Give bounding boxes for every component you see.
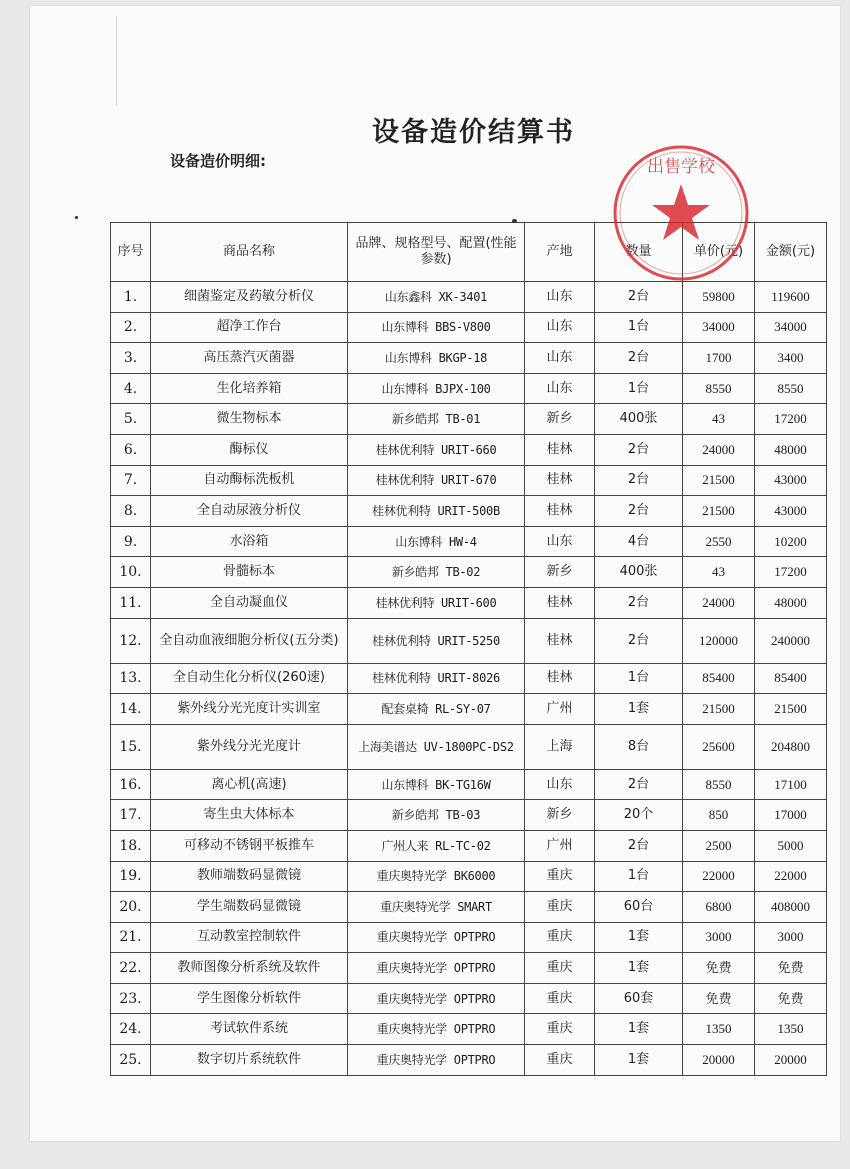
cell-qty: 60台 [595,892,683,923]
cell-amount: 85400 [755,663,827,694]
cell-origin: 新乡 [525,800,595,831]
cell-price: 85400 [683,663,755,694]
cell-amount: 免费 [755,953,827,984]
cell-index: 4. [111,373,151,404]
cell-spec: 重庆奥特光学 OPTPRO [348,1045,525,1076]
table-row [111,663,827,694]
cell-spec: 桂林优利特 URIT-5250 [348,618,525,663]
cell-amount: 119600 [755,282,827,313]
table-row [111,892,827,923]
cell-qty: 2台 [595,587,683,618]
cell-name: 微生物标本 [151,404,348,435]
cell-index: 16. [111,769,151,800]
cell-amount: 43000 [755,496,827,527]
cell-name: 自动酶标洗板机 [151,465,348,496]
cell-qty: 8台 [595,724,683,769]
cell-index: 20. [111,892,151,923]
cell-name: 水浴箱 [151,526,348,557]
table-row [111,694,827,725]
cell-origin: 重庆 [525,1014,595,1045]
section-subtitle: 设备造价明细: [170,152,266,170]
cell-origin: 重庆 [525,983,595,1014]
cell-amount: 17000 [755,800,827,831]
cell-amount: 204800 [755,724,827,769]
table-row [111,830,827,861]
cell-qty: 2台 [595,465,683,496]
cell-origin: 重庆 [525,953,595,984]
scan-speck [512,219,517,223]
cell-origin: 广州 [525,830,595,861]
cell-origin: 重庆 [525,922,595,953]
cell-price: 59800 [683,282,755,313]
page-fold-mark [116,16,117,106]
cell-price: 8550 [683,769,755,800]
cell-qty: 1台 [595,373,683,404]
cell-name: 酶标仪 [151,434,348,465]
table-row [111,1045,827,1076]
cell-index: 14. [111,694,151,725]
cell-spec: 配套桌椅 RL-SY-07 [348,694,525,725]
cell-origin: 重庆 [525,861,595,892]
cell-amount: 3400 [755,343,827,374]
table-row [111,861,827,892]
table-row [111,312,827,343]
cell-price: 8550 [683,373,755,404]
cell-name: 教师端数码显微镜 [151,861,348,892]
cell-price: 1350 [683,1014,755,1045]
cell-spec: 新乡皓邦 TB-03 [348,800,525,831]
cell-origin: 新乡 [525,557,595,588]
cell-price: 2550 [683,526,755,557]
cell-qty: 2台 [595,496,683,527]
cell-index: 24. [111,1014,151,1045]
cell-index: 19. [111,861,151,892]
cell-index: 6. [111,434,151,465]
cell-name: 教师图像分析系统及软件 [151,953,348,984]
cell-qty: 1台 [595,312,683,343]
cell-origin: 桂林 [525,618,595,663]
cell-price: 850 [683,800,755,831]
header-index: 序号 [111,223,151,282]
cell-origin: 重庆 [525,892,595,923]
table-row [111,373,827,404]
cell-price: 21500 [683,465,755,496]
cell-qty: 2台 [595,618,683,663]
cell-qty: 1套 [595,694,683,725]
header-name: 商品名称 [151,223,348,282]
cell-origin: 新乡 [525,404,595,435]
header-spec: 品牌、规格型号、配置(性能参数) [348,223,525,282]
cell-origin: 桂林 [525,587,595,618]
cell-name: 学生端数码显微镜 [151,892,348,923]
cell-amount: 240000 [755,618,827,663]
cell-price: 免费 [683,953,755,984]
cell-spec: 重庆奥特光学 OPTPRO [348,922,525,953]
cell-spec: 重庆奥特光学 OPTPRO [348,953,525,984]
cell-qty: 400张 [595,404,683,435]
table-row [111,587,827,618]
table-row [111,800,827,831]
cell-name: 数字切片系统软件 [151,1045,348,1076]
cell-index: 8. [111,496,151,527]
cell-price: 21500 [683,496,755,527]
cell-amount: 10200 [755,526,827,557]
cell-index: 7. [111,465,151,496]
cell-name: 生化培养箱 [151,373,348,404]
table-row [111,343,827,374]
cell-spec: 重庆奥特光学 OPTPRO [348,983,525,1014]
cell-qty: 2台 [595,282,683,313]
cell-index: 10. [111,557,151,588]
cell-index: 5. [111,404,151,435]
cell-origin: 桂林 [525,496,595,527]
cell-index: 15. [111,724,151,769]
cell-spec: 重庆奥特光学 BK6000 [348,861,525,892]
cell-amount: 17100 [755,769,827,800]
cell-index: 1. [111,282,151,313]
cell-price: 25600 [683,724,755,769]
table-row [111,282,827,313]
cell-spec: 山东博科 BJPX-100 [348,373,525,404]
cell-index: 2. [111,312,151,343]
cell-spec: 重庆奥特光学 SMART [348,892,525,923]
cell-qty: 1套 [595,1045,683,1076]
cell-name: 可移动不锈钢平板推车 [151,830,348,861]
cell-price: 免费 [683,983,755,1014]
cell-name: 细菌鉴定及药敏分析仪 [151,282,348,313]
cell-qty: 2台 [595,434,683,465]
cell-qty: 400张 [595,557,683,588]
cell-index: 23. [111,983,151,1014]
cell-name: 离心机(高速) [151,769,348,800]
cell-spec: 山东鑫科 XK-3401 [348,282,525,313]
table-row [111,557,827,588]
cell-amount: 22000 [755,861,827,892]
cell-origin: 重庆 [525,1045,595,1076]
cell-spec: 山东博科 BBS-V800 [348,312,525,343]
cell-origin: 山东 [525,373,595,404]
cell-index: 21. [111,922,151,953]
table-row [111,618,827,663]
cell-origin: 山东 [525,526,595,557]
table-row [111,1014,827,1045]
cell-price: 22000 [683,861,755,892]
cell-amount: 408000 [755,892,827,923]
cell-price: 24000 [683,587,755,618]
cell-spec: 上海美谱达 UV-1800PC-DS2 [348,724,525,769]
scan-speck [75,216,78,219]
cell-amount: 48000 [755,434,827,465]
cell-index: 18. [111,830,151,861]
cell-amount: 48000 [755,587,827,618]
cell-name: 超净工作台 [151,312,348,343]
table-row [111,434,827,465]
cell-spec: 新乡皓邦 TB-01 [348,404,525,435]
cell-price: 34000 [683,312,755,343]
cell-name: 骨髓标本 [151,557,348,588]
cell-qty: 1套 [595,1014,683,1045]
table-row [111,404,827,435]
cell-amount: 43000 [755,465,827,496]
table-row [111,526,827,557]
cell-index: 12. [111,618,151,663]
cell-qty: 60套 [595,983,683,1014]
cell-spec: 桂林优利特 URIT-8026 [348,663,525,694]
cell-name: 全自动生化分析仪(260速) [151,663,348,694]
header-amount: 金额(元) [755,223,827,282]
table-row [111,724,827,769]
cell-amount: 34000 [755,312,827,343]
cell-origin: 山东 [525,769,595,800]
cell-origin: 广州 [525,694,595,725]
cell-origin: 桂林 [525,434,595,465]
cell-amount: 21500 [755,694,827,725]
cell-name: 紫外线分光光度计实训室 [151,694,348,725]
table-row [111,922,827,953]
cell-index: 9. [111,526,151,557]
document-title: 设备造价结算书 [372,117,575,148]
cell-spec: 山东博科 BK-TG16W [348,769,525,800]
cell-origin: 桂林 [525,465,595,496]
table-row [111,769,827,800]
cell-price: 21500 [683,694,755,725]
seal-text: 出售学校 [647,157,715,177]
cell-price: 20000 [683,1045,755,1076]
table-row [111,465,827,496]
cell-spec: 重庆奥特光学 OPTPRO [348,1014,525,1045]
cell-price: 43 [683,404,755,435]
cell-amount: 5000 [755,830,827,861]
cell-name: 全自动尿液分析仪 [151,496,348,527]
cell-origin: 上海 [525,724,595,769]
cell-spec: 山东博科 BKGP-18 [348,343,525,374]
cell-qty: 1套 [595,953,683,984]
cell-name: 寄生虫大体标本 [151,800,348,831]
cell-spec: 桂林优利特 URIT-500B [348,496,525,527]
cell-name: 互动教室控制软件 [151,922,348,953]
cell-name: 学生图像分析软件 [151,983,348,1014]
cell-index: 22. [111,953,151,984]
table-row [111,953,827,984]
table-header-row [111,223,827,282]
table-row [111,983,827,1014]
cell-price: 1700 [683,343,755,374]
cell-qty: 4台 [595,526,683,557]
cell-spec: 桂林优利特 URIT-660 [348,434,525,465]
cell-spec: 广州人来 RL-TC-02 [348,830,525,861]
cell-origin: 山东 [525,343,595,374]
cell-price: 3000 [683,922,755,953]
cell-amount: 17200 [755,557,827,588]
equipment-price-table [110,222,827,1076]
cell-amount: 8550 [755,373,827,404]
cell-qty: 20个 [595,800,683,831]
cell-qty: 1台 [595,663,683,694]
cell-name: 考试软件系统 [151,1014,348,1045]
cell-origin: 山东 [525,282,595,313]
cell-amount: 免费 [755,983,827,1014]
cell-index: 17. [111,800,151,831]
cell-index: 13. [111,663,151,694]
cell-index: 25. [111,1045,151,1076]
cell-price: 120000 [683,618,755,663]
cell-qty: 2台 [595,830,683,861]
cell-index: 3. [111,343,151,374]
header-origin: 产地 [525,223,595,282]
cell-amount: 1350 [755,1014,827,1045]
cell-price: 43 [683,557,755,588]
cell-spec: 桂林优利特 URIT-670 [348,465,525,496]
cell-qty: 2台 [595,769,683,800]
table-row [111,496,827,527]
cell-spec: 山东博科 HW-4 [348,526,525,557]
cell-origin: 山东 [525,312,595,343]
cell-name: 全自动血液细胞分析仪(五分类) [151,618,348,663]
cell-price: 24000 [683,434,755,465]
cell-qty: 2台 [595,343,683,374]
cell-qty: 1套 [595,922,683,953]
cell-name: 紫外线分光光度计 [151,724,348,769]
cell-spec: 新乡皓邦 TB-02 [348,557,525,588]
cell-spec: 桂林优利特 URIT-600 [348,587,525,618]
cell-name: 高压蒸汽灭菌器 [151,343,348,374]
cell-amount: 20000 [755,1045,827,1076]
cell-amount: 17200 [755,404,827,435]
cell-price: 6800 [683,892,755,923]
cell-name: 全自动凝血仪 [151,587,348,618]
cell-index: 11. [111,587,151,618]
cell-qty: 1台 [595,861,683,892]
cell-price: 2500 [683,830,755,861]
cell-amount: 3000 [755,922,827,953]
header-qty: 数量 [595,223,683,282]
header-price: 单价(元) [683,223,755,282]
cell-origin: 桂林 [525,663,595,694]
